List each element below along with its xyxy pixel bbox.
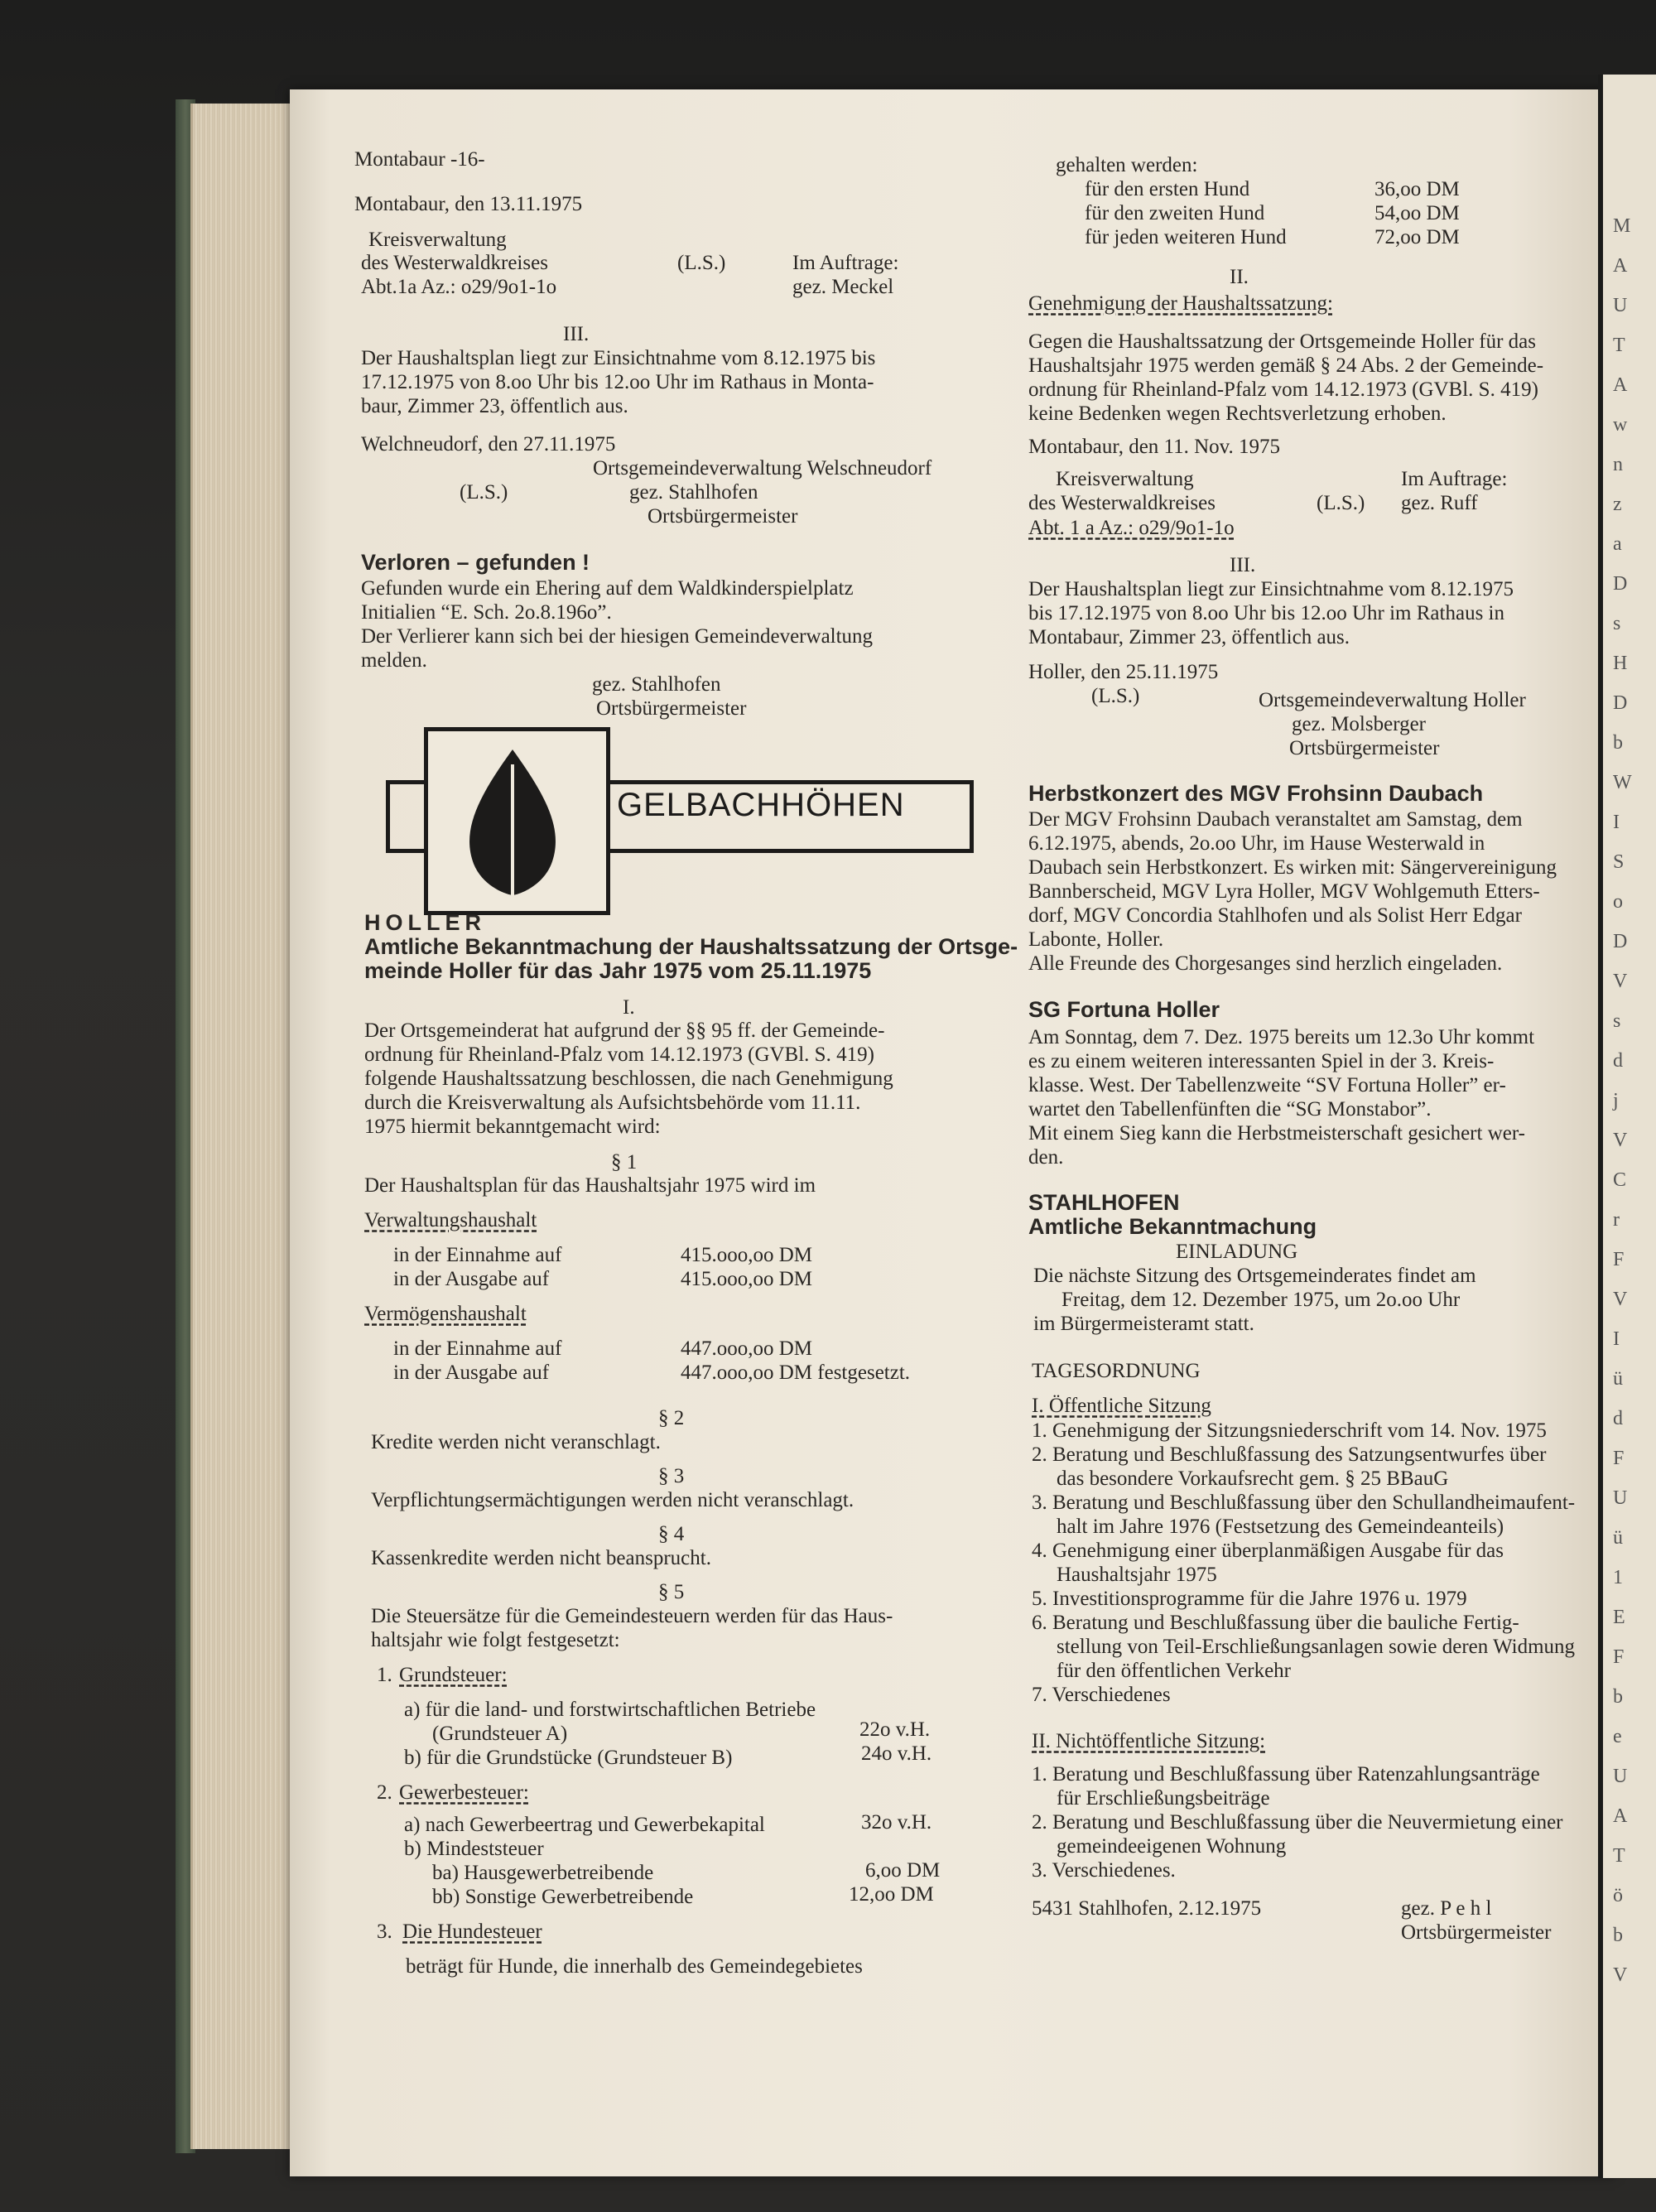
edge-letter: V bbox=[1613, 971, 1628, 992]
seal-mark: (L.S.) bbox=[1091, 685, 1140, 707]
text: gehalten werden: bbox=[1056, 154, 1198, 176]
edge-letter: T bbox=[1613, 335, 1625, 356]
edge-letter: U bbox=[1613, 1766, 1628, 1787]
text: b) Mindeststeuer bbox=[404, 1838, 544, 1860]
text: Die Steuersätze für die Gemeindesteuern werden für das Haus- bbox=[371, 1605, 893, 1627]
edge-letter: A bbox=[1613, 374, 1628, 396]
edge-letter: b bbox=[1613, 732, 1623, 754]
edge-letter: s bbox=[1613, 613, 1621, 634]
text: es zu einem weiteren interessanten Spiel in der 3. Kreis- bbox=[1028, 1050, 1495, 1072]
text: Welchneudorf, den 27.11.1975 bbox=[361, 433, 616, 455]
text: beträgt für Hunde, die innerhalb des Gemeindegebietes bbox=[406, 1955, 863, 1978]
text: Der Haushaltsplan liegt zur Einsichtnahme vom 8.12.1975 bbox=[1028, 578, 1514, 600]
agenda-item: halt im Jahre 1976 (Festsetzung des Gemeindeanteils) bbox=[1057, 1516, 1504, 1538]
text: Der Verlierer kann sich bei der hiesigen Gemeindeverwaltung bbox=[361, 625, 874, 648]
holler-heading: HOLLER bbox=[364, 910, 486, 935]
text: Alle Freunde des Chorgesanges sind herzlich eingeladen. bbox=[1028, 952, 1503, 975]
amount: 6,oo DM bbox=[865, 1859, 941, 1882]
text: Der MGV Frohsinn Daubach veranstaltet am Samstag, dem bbox=[1028, 808, 1523, 831]
subheading: Die Hundesteuer bbox=[402, 1920, 542, 1943]
list-number: 2. bbox=[377, 1781, 392, 1804]
list-number: 3. bbox=[377, 1920, 392, 1943]
signature: gez. Meckel bbox=[792, 276, 894, 298]
amount: 415.ooo,oo DM bbox=[681, 1268, 813, 1290]
agenda-item: Haushaltsjahr 1975 bbox=[1057, 1564, 1217, 1586]
section-number: III. bbox=[1230, 554, 1256, 576]
edge-letter: I bbox=[1613, 1328, 1620, 1350]
section-heading: SG Fortuna Holler bbox=[1028, 997, 1220, 1022]
agenda-item: 6. Beratung und Beschlußfassung über die bauliche Fertig- bbox=[1032, 1612, 1519, 1634]
agenda-item: das besondere Vorkaufsrecht gem. § 25 BBauG bbox=[1057, 1467, 1449, 1490]
section-heading: Herbstkonzert des MGV Frohsinn Daubach bbox=[1028, 781, 1484, 806]
edge-letter: E bbox=[1613, 1607, 1625, 1628]
amount: 415.ooo,oo DM bbox=[681, 1244, 813, 1266]
text: Ortsgemeindeverwaltung Holler bbox=[1259, 689, 1526, 711]
subheading: Vermögenshaushalt bbox=[364, 1303, 527, 1325]
text: für den zweiten Hund bbox=[1085, 202, 1265, 224]
text: Verpflichtungsermächtigungen werden nicht veranschlagt. bbox=[371, 1489, 854, 1511]
text: Labonte, Holler. bbox=[1028, 928, 1164, 951]
text: Abt. 1 a Az.: o29/9o1-1o bbox=[1028, 517, 1235, 539]
text: für den ersten Hund bbox=[1085, 178, 1250, 200]
stahlhofen-heading: STAHLHOFEN bbox=[1028, 1190, 1180, 1215]
edge-letter: W bbox=[1613, 772, 1632, 793]
edge-letter: z bbox=[1613, 494, 1622, 515]
signature: gez. Stahlhofen bbox=[592, 673, 721, 696]
text: klasse. West. Der Tabellenzweite “SV Fortuna Holler” er- bbox=[1028, 1074, 1506, 1096]
agenda-item: 4. Genehmigung einer überplanmäßigen Ausgabe für das bbox=[1032, 1540, 1504, 1562]
text: 1975 hiermit bekanntgemacht wird: bbox=[364, 1116, 661, 1138]
text: bis 17.12.1975 von 8.oo Uhr bis 12.oo Uhr im Rathaus in bbox=[1028, 602, 1504, 624]
agenda-item: 1. Genehmigung der Sitzungsniederschrift vom 14. Nov. 1975 bbox=[1032, 1419, 1547, 1442]
edge-letter: r bbox=[1613, 1209, 1620, 1231]
text: Kassenkredite werden nicht beansprucht. bbox=[371, 1547, 711, 1569]
text: melden. bbox=[361, 649, 427, 672]
text: Die nächste Sitzung des Ortsgemeinderates findet am bbox=[1033, 1265, 1476, 1287]
text: Gefunden wurde ein Ehering auf dem Waldkinderspielplatz bbox=[361, 577, 854, 600]
edge-letter: U bbox=[1613, 1487, 1628, 1509]
edge-letter: F bbox=[1613, 1448, 1625, 1469]
text: 5431 Stahlhofen, 2.12.1975 bbox=[1032, 1897, 1262, 1920]
paragraph-number: § 2 bbox=[658, 1407, 685, 1429]
agenda-item: 3. Beratung und Beschlußfassung über den Schullandheimaufent- bbox=[1032, 1492, 1576, 1514]
edge-letter: H bbox=[1613, 653, 1628, 674]
list-number: 1. bbox=[377, 1664, 392, 1686]
text: keine Bedenken wegen Rechtsverletzung erhoben. bbox=[1028, 402, 1447, 425]
edge-letter: V bbox=[1613, 1130, 1628, 1151]
announcement-heading: meinde Holler für das Jahr 1975 vom 25.11.1975 bbox=[364, 958, 872, 983]
section-number: III. bbox=[563, 323, 590, 345]
edge-letter: s bbox=[1613, 1010, 1621, 1032]
edge-letter: D bbox=[1613, 573, 1628, 595]
edge-letter: ü bbox=[1613, 1527, 1623, 1549]
text: Daubach sein Herbstkonzert. Es wirken mit: Sängervereinigung bbox=[1028, 856, 1557, 879]
agenda-item: gemeindeeigenen Wohnung bbox=[1057, 1835, 1287, 1858]
edge-letter: F bbox=[1613, 1646, 1625, 1668]
text: Der Ortsgemeinderat hat aufgrund der §§ 95 ff. der Gemeinde- bbox=[364, 1019, 885, 1042]
text: ordnung für Rheinland-Pfalz vom 14.12.1973 (GVBl. S. 419) bbox=[1028, 378, 1538, 401]
text: Ortsbürgermeister bbox=[647, 505, 798, 528]
text: in der Ausgabe auf bbox=[393, 1268, 550, 1290]
edge-letter: S bbox=[1613, 851, 1625, 873]
text: im Bürgermeisteramt statt. bbox=[1033, 1313, 1254, 1335]
agenda-item: für Erschließungsbeiträge bbox=[1057, 1787, 1270, 1810]
edge-letter: D bbox=[1613, 931, 1628, 952]
text: Gegen die Haushaltssatzung der Ortsgemeinde Holler für das bbox=[1028, 330, 1537, 353]
text: den. bbox=[1028, 1146, 1064, 1169]
agenda-item: 2. Beratung und Beschlußfassung des Satzungsentwurfes über bbox=[1032, 1443, 1547, 1466]
signature: gez. P e h l bbox=[1401, 1897, 1492, 1920]
banner-title: GELBACHHÖHEN bbox=[617, 787, 905, 823]
text: Ortsbürgermeister bbox=[1289, 737, 1440, 759]
text: TAGESORDNUNG bbox=[1032, 1360, 1201, 1382]
leaf-icon bbox=[428, 731, 598, 903]
edge-letter: j bbox=[1613, 1090, 1619, 1111]
text: Montabaur, den 11. Nov. 1975 bbox=[1028, 436, 1281, 458]
text: Kreisverwaltung bbox=[368, 229, 507, 251]
paragraph-number: § 5 bbox=[658, 1581, 685, 1603]
text: für jeden weiteren Hund bbox=[1085, 226, 1287, 248]
text: Freitag, dem 12. Dezember 1975, um 2o.oo Uhr bbox=[1061, 1289, 1461, 1311]
text: 6.12.1975, abends, 2o.oo Uhr, im Hause Westerwald in bbox=[1028, 832, 1485, 855]
agenda-item: 3. Verschiedenes. bbox=[1032, 1859, 1176, 1882]
paragraph-number: § 4 bbox=[658, 1523, 685, 1545]
edge-letter: b bbox=[1613, 1925, 1623, 1946]
text: Ortsgemeindeverwaltung Welschneudorf bbox=[593, 457, 932, 480]
edge-letter: b bbox=[1613, 1686, 1623, 1708]
date-line: Montabaur, den 13.11.1975 bbox=[354, 193, 583, 215]
edge-letter: e bbox=[1613, 1726, 1622, 1747]
text: baur, Zimmer 23, öffentlich aus. bbox=[361, 395, 628, 417]
text: dorf, MGV Concordia Stahlhofen und als Solist Herr Edgar bbox=[1028, 904, 1522, 927]
text: Holler, den 25.11.1975 bbox=[1028, 661, 1219, 683]
text: a) für die land- und forstwirtschaftlichen Betriebe bbox=[404, 1699, 816, 1721]
edge-letter: d bbox=[1613, 1050, 1623, 1072]
seal-mark: (L.S.) bbox=[677, 252, 726, 274]
seal-mark: (L.S.) bbox=[460, 481, 508, 504]
text: EINLADUNG bbox=[1176, 1241, 1298, 1263]
text: Bannberscheid, MGV Lyra Holler, MGV Wohlgemuth Etters- bbox=[1028, 880, 1540, 903]
agenda-item: 5. Investitionsprogramme für die Jahre 1976 u. 1979 bbox=[1032, 1588, 1467, 1610]
amount: 447.ooo,oo DM bbox=[681, 1337, 813, 1360]
edge-letter: M bbox=[1613, 215, 1631, 237]
text: bb) Sonstige Gewerbetreibende bbox=[432, 1886, 694, 1908]
announcement-heading: Amtliche Bekanntmachung der Haushaltssatzung der Ortsge- bbox=[364, 934, 1018, 959]
subheading: Verwaltungshaushalt bbox=[364, 1209, 537, 1231]
edge-letter: 1 bbox=[1613, 1567, 1623, 1588]
signature: gez. Stahlhofen bbox=[629, 481, 758, 504]
edge-letter: w bbox=[1613, 414, 1628, 436]
edge-letter: T bbox=[1613, 1845, 1625, 1867]
agenda-item: stellung von Teil-Erschließungsanlagen sowie deren Widmung bbox=[1057, 1636, 1576, 1658]
text: Ortsbürgermeister bbox=[596, 697, 747, 720]
text: Am Sonntag, dem 7. Dez. 1975 bereits um 12.3o Uhr kommt bbox=[1028, 1026, 1535, 1048]
text: des Westerwaldkreises bbox=[361, 252, 548, 274]
edge-letter: n bbox=[1613, 454, 1623, 475]
text: Kreisverwaltung bbox=[1056, 468, 1194, 490]
edge-letter: o bbox=[1613, 891, 1623, 913]
leaf-logo bbox=[424, 727, 610, 915]
text: Ortsbürgermeister bbox=[1401, 1921, 1552, 1944]
page-header: Montabaur -16- bbox=[354, 148, 485, 171]
edge-letter: D bbox=[1613, 692, 1628, 714]
edge-letter: a bbox=[1613, 533, 1622, 555]
subheading: Genehmigung der Haushaltssatzung: bbox=[1028, 292, 1333, 315]
section-number: I. bbox=[623, 996, 635, 1019]
text: Initialien “E. Sch. 2o.8.196o”. bbox=[361, 601, 612, 624]
text: a) nach Gewerbeertrag und Gewerbekapital bbox=[404, 1814, 765, 1836]
rate: 22o v.H. bbox=[859, 1718, 931, 1741]
edge-letter: d bbox=[1613, 1408, 1623, 1429]
section-heading: Verloren – gefunden ! bbox=[361, 550, 590, 575]
text: Im Auftrage: bbox=[792, 252, 899, 274]
text: Mit einem Sieg kann die Herbstmeisterschaft gesichert wer- bbox=[1028, 1122, 1525, 1145]
edge-letter: V bbox=[1613, 1964, 1628, 1986]
next-page-edge bbox=[1598, 75, 1656, 2178]
text: Der Haushaltsplan für das Haushaltsjahr 1975 wird im bbox=[364, 1174, 816, 1197]
seal-mark: (L.S.) bbox=[1317, 492, 1365, 514]
paragraph-number: § 1 bbox=[611, 1151, 638, 1173]
subheading: Gewerbesteuer: bbox=[399, 1781, 529, 1804]
text: in der Einnahme auf bbox=[393, 1337, 562, 1360]
edge-letter: C bbox=[1613, 1169, 1627, 1191]
edge-letter: I bbox=[1613, 812, 1620, 833]
subheading: I. Öffentliche Sitzung bbox=[1032, 1395, 1211, 1417]
text: Haushaltsjahr 1975 werden gemäß § 24 Abs. 2 der Gemeinde- bbox=[1028, 354, 1544, 377]
agenda-item: 7. Verschiedenes bbox=[1032, 1684, 1171, 1706]
edge-letter: F bbox=[1613, 1249, 1625, 1270]
amount: 36,oo DM bbox=[1374, 178, 1460, 200]
amount: 54,oo DM bbox=[1374, 202, 1460, 224]
text: Abt.1a Az.: o29/9o1-1o bbox=[361, 276, 557, 298]
edge-letter: ü bbox=[1613, 1368, 1623, 1390]
edge-letter: A bbox=[1613, 255, 1628, 277]
text: Im Auftrage: bbox=[1401, 468, 1508, 490]
subheading: Grundsteuer: bbox=[399, 1664, 508, 1686]
text: Kredite werden nicht veranschlagt. bbox=[371, 1431, 661, 1453]
text: b) für die Grundstücke (Grundsteuer B) bbox=[404, 1747, 733, 1769]
text: des Westerwaldkreises bbox=[1028, 492, 1216, 514]
text: ba) Hausgewerbetreibende bbox=[432, 1862, 654, 1884]
edge-letter: V bbox=[1613, 1289, 1628, 1310]
amount: 72,oo DM bbox=[1374, 226, 1460, 248]
amount: 12,oo DM bbox=[849, 1883, 934, 1906]
text: durch die Kreisverwaltung als Aufsichtsbehörde vom 11.11. bbox=[364, 1092, 861, 1114]
text: (Grundsteuer A) bbox=[432, 1723, 568, 1745]
section-number: II. bbox=[1230, 266, 1249, 288]
agenda-item: für den öffentlichen Verkehr bbox=[1057, 1660, 1291, 1682]
text: ordnung für Rheinland-Pfalz vom 14.12.1973 (GVBl. S. 419) bbox=[364, 1043, 874, 1066]
text: in der Einnahme auf bbox=[393, 1244, 562, 1266]
text: haltsjahr wie folgt festgesetzt: bbox=[371, 1629, 620, 1651]
text: Montabaur, Zimmer 23, öffentlich aus. bbox=[1028, 626, 1350, 648]
text: Der Haushaltsplan liegt zur Einsichtnahme vom 8.12.1975 bis bbox=[361, 347, 876, 369]
amount: 447.ooo,oo DM festgesetzt. bbox=[681, 1361, 911, 1384]
rate: 32o v.H. bbox=[861, 1811, 932, 1834]
edge-letter: A bbox=[1613, 1805, 1628, 1827]
text: 17.12.1975 von 8.oo Uhr bis 12.oo Uhr im Rathaus in Monta- bbox=[361, 371, 874, 393]
edge-letter: ö bbox=[1613, 1885, 1623, 1906]
book-page-edges bbox=[190, 104, 301, 2149]
text: in der Ausgabe auf bbox=[393, 1361, 550, 1384]
paragraph-number: § 3 bbox=[658, 1465, 685, 1487]
rate: 24o v.H. bbox=[861, 1742, 932, 1765]
announcement-heading: Amtliche Bekanntmachung bbox=[1028, 1214, 1317, 1239]
signature: gez. Ruff bbox=[1401, 492, 1478, 514]
edge-letter: U bbox=[1613, 295, 1628, 316]
subheading: II. Nichtöffentliche Sitzung: bbox=[1032, 1730, 1266, 1752]
agenda-item: 2. Beratung und Beschlußfassung über die Neuvermietung einer bbox=[1032, 1811, 1563, 1834]
text: folgende Haushaltssatzung beschlossen, die nach Genehmigung bbox=[364, 1067, 893, 1090]
text: wartet den Tabellenfünften die “SG Monstabor”. bbox=[1028, 1098, 1432, 1120]
agenda-item: 1. Beratung und Beschlußfassung über Ratenzahlungsanträge bbox=[1032, 1763, 1540, 1786]
signature: gez. Molsberger bbox=[1292, 713, 1426, 735]
